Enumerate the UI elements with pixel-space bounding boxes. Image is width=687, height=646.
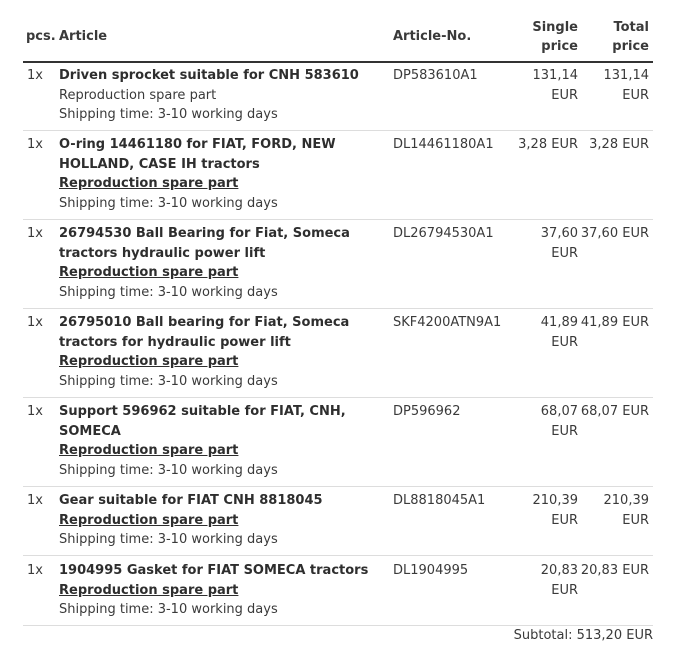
- reproduction-spare-part-link[interactable]: Reproduction spare part: [59, 512, 239, 528]
- subtotal: Subtotal: 513,20 EUR: [513, 628, 653, 643]
- header-single-price: Single price: [532, 20, 578, 54]
- reproduction-spare-part-link[interactable]: Reproduction spare part: [59, 265, 239, 280]
- row-divider: [23, 219, 653, 220]
- reproduction-spare-part-link[interactable]: Reproduction spare part: [59, 176, 239, 191]
- shipping-time: Shipping time: 3-10 working days: [59, 195, 278, 211]
- row-qty: 1x: [27, 137, 43, 152]
- total-price: 210,39 EUR: [603, 493, 649, 528]
- article-title[interactable]: Support 596962 suitable for FIAT, CNH, SOMECA: [59, 404, 346, 439]
- shipping-time: Shipping time: 3-10 working days: [59, 107, 278, 122]
- header-total-price: Total price: [612, 20, 649, 54]
- article-title[interactable]: O-ring 14461180 for FIAT, FORD, NEW HOLLAND, CASE IH tractors: [59, 137, 336, 172]
- article-title[interactable]: 26794530 Ball Bearing for Fiat, Someca tractors hydraulic power lift: [59, 226, 350, 261]
- row-qty: 1x: [27, 315, 43, 330]
- article-number: SKF4200ATN9A1: [393, 315, 502, 330]
- total-price: 131,14 EUR: [603, 68, 649, 103]
- single-price: 131,14 EUR: [532, 68, 578, 103]
- header-qty: pcs.: [26, 29, 56, 44]
- total-price: 3,28 EUR: [589, 137, 649, 152]
- article-title[interactable]: Driven sprocket suitable for CNH 583610: [59, 68, 359, 83]
- single-price: 68,07 EUR: [540, 404, 578, 439]
- row-qty: 1x: [27, 493, 43, 508]
- reproduction-spare-part-link[interactable]: Reproduction spare part: [59, 582, 239, 598]
- shipping-time: Shipping time: 3-10 working days: [59, 602, 278, 617]
- article-title[interactable]: 26795010 Ball bearing for Fiat, Someca tractors for hydraulic power lift: [59, 315, 350, 350]
- article-number: DL14461180A1: [393, 137, 494, 152]
- article-number: DP583610A1: [393, 68, 478, 83]
- article-number: DL8818045A1: [393, 493, 486, 508]
- row-qty: 1x: [27, 563, 43, 578]
- row-divider: [23, 130, 653, 131]
- article-title[interactable]: Gear suitable for FIAT CNH 8818045: [59, 493, 323, 508]
- shipping-time: Shipping time: 3-10 working days: [59, 462, 278, 478]
- reproduction-spare-part-label: Reproduction spare part: [59, 87, 217, 103]
- single-price: 41,89 EUR: [540, 315, 578, 350]
- single-price: 37,60 EUR: [540, 226, 578, 261]
- article-number: DL1904995: [393, 563, 469, 578]
- reproduction-spare-part-link[interactable]: Reproduction spare part: [59, 354, 239, 369]
- shipping-time: Shipping time: 3-10 working days: [59, 284, 278, 300]
- row-qty: 1x: [27, 68, 43, 83]
- article-number: DL26794530A1: [393, 226, 494, 241]
- row-qty: 1x: [27, 226, 43, 241]
- article-title[interactable]: 1904995 Gasket for FIAT SOMECA tractors: [59, 563, 369, 578]
- header-article-no: Article-No.: [393, 29, 472, 44]
- header-divider: [23, 61, 653, 63]
- article-number: DP596962: [393, 404, 461, 419]
- total-price: 20,83 EUR: [580, 563, 649, 578]
- single-price: 3,28 EUR: [518, 137, 578, 152]
- header-article: Article: [59, 29, 108, 44]
- row-divider: [23, 308, 653, 309]
- total-price: 37,60 EUR: [580, 226, 649, 241]
- row-divider: [23, 555, 653, 556]
- total-price: 68,07 EUR: [580, 404, 649, 419]
- reproduction-spare-part-link[interactable]: Reproduction spare part: [59, 443, 239, 458]
- shipping-time: Shipping time: 3-10 working days: [59, 373, 278, 389]
- shipping-time: Shipping time: 3-10 working days: [59, 532, 278, 547]
- single-price: 210,39 EUR: [532, 493, 578, 528]
- row-divider: [23, 486, 653, 487]
- row-divider: [23, 397, 653, 398]
- single-price: 20,83 EUR: [540, 563, 578, 598]
- row-qty: 1x: [27, 404, 43, 419]
- total-price: 41,89 EUR: [580, 315, 649, 330]
